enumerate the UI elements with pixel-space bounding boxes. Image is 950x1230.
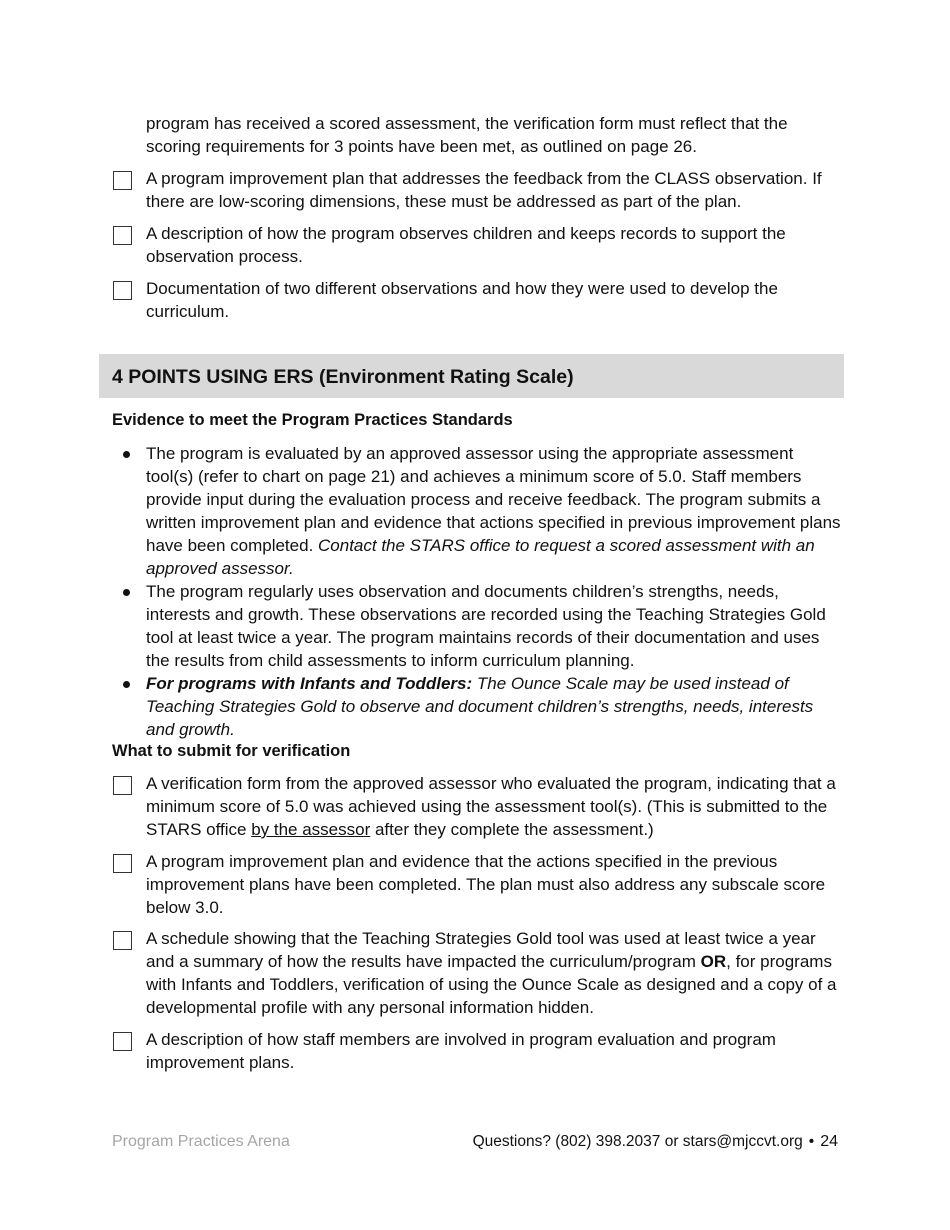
list-item-text bbox=[146, 672, 843, 741]
checklist-item-text: Documentation of two different observations and how they were used to develop the curriculum. bbox=[146, 279, 778, 321]
bullet-icon bbox=[123, 451, 130, 458]
submit-heading: What to submit for verification bbox=[112, 742, 351, 760]
bullet-italic-text: The Ounce Scale may be used instead of Teaching Strategies Gold to observe and document children’s strengths, needs, interests and growth. bbox=[146, 674, 814, 739]
section-title: 4 POINTS USING ERS (Environment Rating Scale) bbox=[112, 366, 574, 388]
bullet-icon bbox=[123, 589, 130, 596]
bullet-bold-lead: For programs with Infants and Toddlers: bbox=[146, 674, 473, 693]
bullet-italic-note: Contact the STARS office to request a scored assessment with an approved assessor. bbox=[146, 536, 815, 578]
item-text-part: after they complete the assessment.) bbox=[370, 820, 654, 839]
checkbox[interactable] bbox=[113, 226, 132, 245]
checklist-item-text: A description of how the program observes children and keeps records to support the observation process. bbox=[146, 224, 786, 266]
bold-or: OR bbox=[700, 952, 727, 971]
checkbox[interactable] bbox=[113, 931, 132, 950]
item-text-part: A schedule showing that the Teaching Strategies Gold tool was used at least twice a year and a summary of how the results have impacted the curriculum/program bbox=[146, 929, 816, 971]
checkbox[interactable] bbox=[113, 1032, 132, 1051]
checklist-item-text bbox=[146, 772, 841, 841]
page-number: 24 bbox=[820, 1133, 838, 1150]
checkbox[interactable] bbox=[113, 171, 132, 190]
underlined-text: by the assessor bbox=[251, 820, 371, 839]
footer-contact bbox=[473, 1133, 838, 1151]
checkbox[interactable] bbox=[113, 776, 132, 795]
bullet-icon bbox=[123, 681, 130, 688]
evidence-heading: Evidence to meet the Program Practices Standards bbox=[112, 411, 513, 429]
list-item-text bbox=[146, 442, 843, 580]
section-banner bbox=[99, 354, 844, 398]
checklist-item-text: A description of how staff members are involved in program evaluation and program improvement plans. bbox=[146, 1030, 776, 1072]
footer-section-name: Program Practices Arena bbox=[112, 1133, 290, 1150]
list-item-text: The program regularly uses observation and documents children’s strengths, needs, interests and growth. These observations are recorded using the Teaching Strategies Gold tool at least twice a year. The program maintains records of their documentation and uses the results from child assessments to inform curriculum planning. bbox=[146, 582, 826, 670]
item-text-part: A verification form from the approved assessor who evaluated the program, indicating that a minimum score of 5.0 was achieved using the assessment tool(s). (This is submitted to the STARS office bbox=[146, 774, 836, 839]
footer-separator: • bbox=[808, 1133, 815, 1150]
checklist-item-text bbox=[146, 927, 841, 1019]
continuation-paragraph: program has received a scored assessment, the verification form must reflect that the scoring requirements for 3 points have been met, as outlined on page 26. bbox=[146, 114, 788, 156]
item-text-part: , for programs with Infants and Toddlers, verification of using the Ounce Scale as designed and a copy of a developmental profile with any personal information hidden. bbox=[146, 952, 837, 1017]
checkbox[interactable] bbox=[113, 281, 132, 300]
bullet-text: The program is evaluated by an approved assessor using the appropriate assessment tool(s) (refer to chart on page 21) and achieves a minimum score of 5.0. Staff members provide input during the evaluation process and receive feedback. The program submits a written improvement plan and evidence that actions specified in previous improvement plans have been completed. bbox=[146, 444, 841, 555]
checkbox[interactable] bbox=[113, 854, 132, 873]
footer-contact-text: Questions? (802) 398.2037 or stars@mjccvt.org bbox=[472, 1133, 803, 1150]
checklist-item-text: A program improvement plan and evidence that the actions specified in the previous improvement plans have been completed. The plan must also address any subscale score below 3.0. bbox=[146, 852, 826, 917]
checklist-item-text: A program improvement plan that addresses the feedback from the CLASS observation. If there are low-scoring dimensions, these must be addressed as part of the plan. bbox=[146, 169, 822, 211]
